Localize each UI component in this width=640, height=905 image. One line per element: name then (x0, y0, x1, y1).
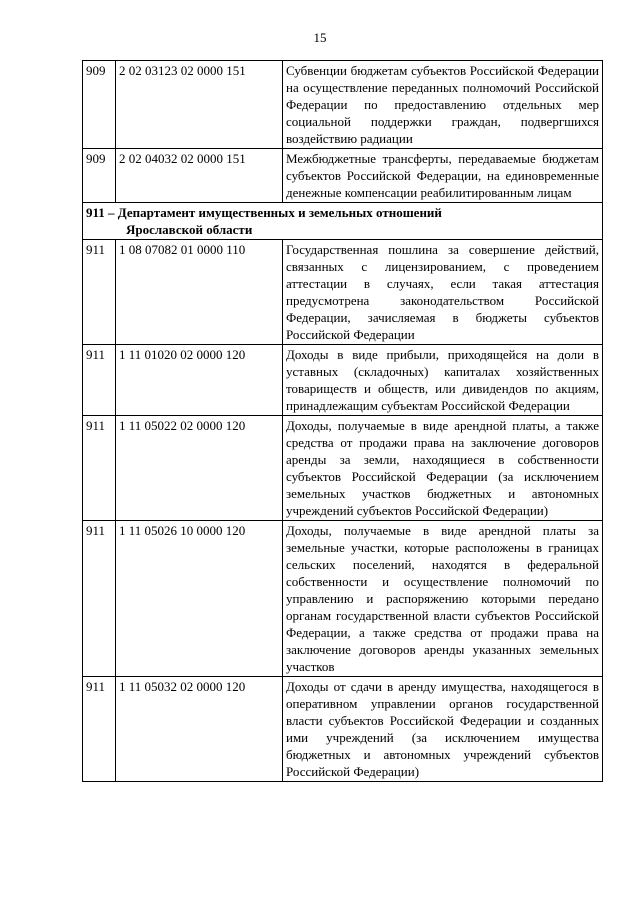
budget-code-cell: 1 11 05032 02 0000 120 (116, 677, 283, 782)
budget-classification-table (82, 60, 603, 782)
table-row (83, 149, 603, 203)
budget-code-cell: 2 02 03123 02 0000 151 (116, 61, 283, 149)
table-row (83, 61, 603, 149)
budget-code-cell: 1 11 05026 10 0000 120 (116, 521, 283, 677)
description-cell: Межбюджетные трансферты, передаваемые бюджетам субъектов Российской Федерации, на единовременные денежные компенсации реабилитированным лицам (283, 149, 603, 203)
admin-code-cell: 911 (83, 521, 116, 677)
admin-code-cell: 911 (83, 677, 116, 782)
description-cell: Доходы от сдачи в аренду имущества, находящегося в оперативном управлении органов государственной власти субъектов Российской Федерации и созданных ими учреждений (за исключением имущества бюджетных и автономных учреждений субъектов Российской Федерации) (283, 677, 603, 782)
description-cell: Субвенции бюджетам субъектов Российской Федерации на осуществление переданных полномочий Российской Федерации по предоставлению отдельных мер социальной поддержки граждан, подвергшихся воздействию радиации (283, 61, 603, 149)
admin-code-cell: 911 (83, 345, 116, 416)
table-row (83, 345, 603, 416)
table-row (83, 240, 603, 345)
section-header (83, 203, 603, 240)
admin-code-cell: 909 (83, 61, 116, 149)
section-header-line1: 911 – Департамент имущественных и земельных отношений (86, 205, 442, 220)
budget-code-cell: 1 11 01020 02 0000 120 (116, 345, 283, 416)
section-header-line2: Ярославской области (126, 222, 253, 237)
description-cell: Доходы в виде прибыли, приходящейся на доли в уставных (складочных) капиталах хозяйственных товариществ и обществ, или дивидендов по акциям, принадлежащим субъектам Российской Федерации (283, 345, 603, 416)
admin-code-cell: 911 (83, 416, 116, 521)
admin-code-cell: 909 (83, 149, 116, 203)
section-header-row (83, 203, 603, 240)
table-row (83, 416, 603, 521)
budget-code-cell: 2 02 04032 02 0000 151 (116, 149, 283, 203)
budget-code-cell: 1 11 05022 02 0000 120 (116, 416, 283, 521)
budget-code-cell: 1 08 07082 01 0000 110 (116, 240, 283, 345)
description-cell: Государственная пошлина за совершение действий, связанных с лицензированием, с проведением аттестации в случаях, если такая аттестация предусмотрена законодательством Российской Федерации, зачисляемая в бюджеты субъектов Российской Федерации (283, 240, 603, 345)
table-row (83, 521, 603, 677)
table-row (83, 677, 603, 782)
page-number: 15 (313, 30, 327, 45)
description-cell: Доходы, получаемые в виде арендной платы за земельные участки, которые расположены в границах сельских поселений, находятся в федеральной собственности и осуществление полномочий по управлению и распоряжению которыми передано органам государственной власти субъектов Российской Федерации, а также средства от продажи права на заключение договоров аренды указанных земельных участков (283, 521, 603, 677)
admin-code-cell: 911 (83, 240, 116, 345)
description-cell: Доходы, получаемые в виде арендной платы, а также средства от продажи права на заключение договоров аренды за земли, находящиеся в собственности субъектов Российской Федерации (за исключением земельных участков бюджетных и автономных учреждений субъектов Российской Федерации) (283, 416, 603, 521)
